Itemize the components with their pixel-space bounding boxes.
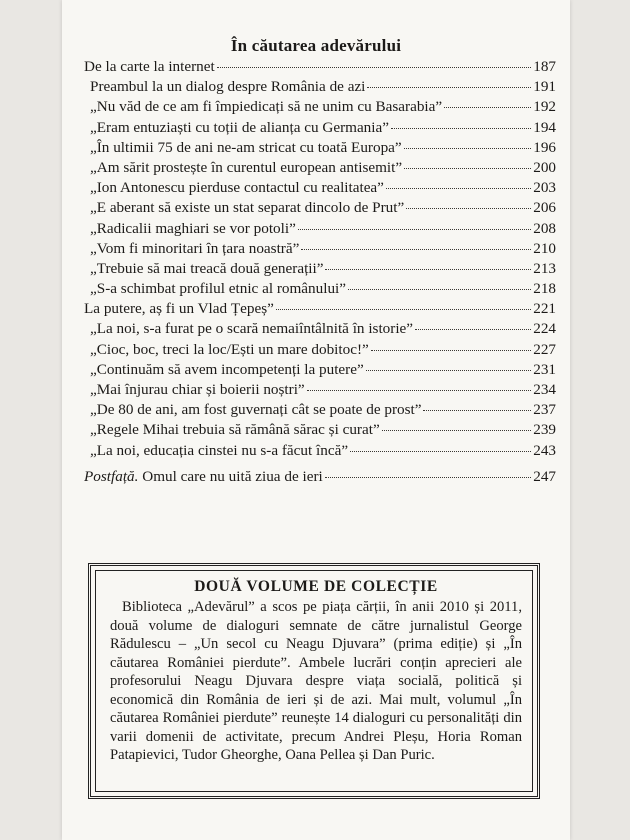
dot-leader bbox=[423, 410, 531, 411]
toc-entry bbox=[84, 259, 556, 279]
toc-entry bbox=[84, 441, 556, 461]
toc-entry bbox=[84, 420, 556, 440]
toc-entry-title: „În ultimii 75 de ani ne-am stricat cu toată Europa” bbox=[90, 138, 402, 156]
dot-leader bbox=[350, 451, 531, 452]
toc-entry-title: „Ion Antonescu pierduse contactul cu realitatea” bbox=[90, 179, 384, 197]
toc-entry bbox=[84, 77, 556, 97]
toc-entry-page: 227 bbox=[533, 340, 556, 358]
toc-entry bbox=[84, 360, 556, 380]
toc-entry-title: De la carte la internet bbox=[84, 58, 215, 75]
toc-entry-page: 243 bbox=[533, 441, 556, 459]
toc-entry-title: „Cioc, boc, treci la loc/Ești un mare dobitoc!” bbox=[90, 340, 369, 358]
dot-leader bbox=[367, 87, 531, 88]
toc-entry bbox=[84, 138, 556, 158]
table-of-contents bbox=[84, 57, 556, 487]
toc-entry-title: „Regele Mihai trebuia să rămână sărac și curat” bbox=[90, 421, 380, 439]
dot-leader bbox=[404, 148, 532, 149]
toc-entry bbox=[84, 158, 556, 178]
dot-leader bbox=[307, 390, 532, 391]
toc-entry bbox=[84, 239, 556, 259]
toc-entry-title: „Continuăm să avem incompetenți la putere” bbox=[90, 360, 364, 378]
toc-entry bbox=[84, 400, 556, 420]
dot-leader bbox=[325, 477, 531, 478]
dot-leader bbox=[382, 430, 532, 431]
toc-entry-title: „La noi, educația cinstei nu s-a făcut încă” bbox=[90, 441, 349, 459]
toc-entry-page: 237 bbox=[533, 401, 556, 419]
dot-leader bbox=[404, 168, 531, 169]
toc-entry-title: „Vom fi minoritari în țara noastră” bbox=[90, 239, 300, 257]
dot-leader bbox=[444, 107, 531, 108]
toc-entry-page: 218 bbox=[533, 280, 556, 298]
postface-lead: Postfață. bbox=[84, 467, 139, 485]
toc-entry bbox=[84, 178, 556, 198]
dot-leader bbox=[348, 289, 531, 290]
toc-entry-page: 247 bbox=[533, 467, 556, 485]
toc-entry-page: 221 bbox=[533, 300, 556, 318]
book-page bbox=[62, 0, 570, 840]
toc-entry-page: 210 bbox=[533, 239, 556, 257]
toc-entry-title: „S-a schimbat profilul etnic al românului” bbox=[90, 280, 346, 298]
dot-leader bbox=[301, 249, 531, 250]
dot-leader bbox=[366, 370, 532, 371]
toc-entry-title: „Am sărit prostește în curentul european antisemit” bbox=[90, 158, 403, 176]
toc-entry bbox=[84, 57, 556, 77]
toc-entry-title: „De 80 de ani, am fost guvernați cât se poate de prost” bbox=[90, 401, 422, 419]
toc-entry-title: La putere, aș fi un Vlad Țepeș” bbox=[84, 300, 274, 318]
toc-entry-title: „Mai înjurau chiar și boierii noștri” bbox=[90, 381, 305, 398]
dot-leader bbox=[217, 67, 532, 68]
toc-entry-title: „E aberant să existe un stat separat dincolo de Prut” bbox=[90, 199, 405, 217]
toc-entry-title: „Trebuie să mai treacă două generații” bbox=[90, 259, 324, 277]
toc-entry bbox=[84, 380, 556, 400]
toc-entry-title bbox=[84, 467, 323, 487]
collection-box bbox=[88, 563, 540, 799]
toc-entry-page: 203 bbox=[533, 179, 556, 197]
toc-entry-title: „La noi, s-a furat pe o scară nemaiîntâlnită în istorie” bbox=[90, 320, 414, 338]
toc-entry bbox=[84, 279, 556, 299]
toc-entry-title: „Radicalii maghiari se vor potoli” bbox=[90, 219, 296, 237]
toc-entry bbox=[84, 340, 556, 360]
toc-entry bbox=[84, 319, 556, 339]
toc-entry-postface bbox=[84, 467, 556, 487]
toc-entry-page: 194 bbox=[533, 118, 556, 136]
toc-entry-page: 231 bbox=[533, 360, 556, 378]
collection-box-title: DOUĂ VOLUME DE COLECȚIE bbox=[194, 578, 438, 595]
toc-entry-page: 192 bbox=[533, 98, 556, 116]
toc-entry-title: „Eram entuziaști cu toții de alianța cu Germania” bbox=[90, 118, 389, 136]
section-title: În căutarea adevărului bbox=[230, 36, 402, 55]
toc-entry bbox=[84, 97, 556, 117]
toc-entry-page: 208 bbox=[533, 219, 556, 237]
postface-title: Omul care nu uită ziua de ieri bbox=[142, 467, 323, 485]
dot-leader bbox=[298, 229, 531, 230]
toc-entry bbox=[84, 219, 556, 239]
toc-entry-page: 196 bbox=[533, 138, 556, 156]
toc-entry-page: 191 bbox=[533, 78, 556, 96]
toc-entry-page: 239 bbox=[533, 421, 556, 439]
collection-box-inner bbox=[95, 570, 533, 792]
toc-entry-page: 206 bbox=[533, 199, 556, 217]
toc-entry-page: 224 bbox=[533, 320, 556, 338]
dot-leader bbox=[371, 350, 531, 351]
dot-leader bbox=[276, 309, 531, 310]
dot-leader bbox=[406, 208, 531, 209]
toc-entry-title: Preambul la un dialog despre România de azi bbox=[90, 78, 366, 96]
toc-entry-page: 234 bbox=[533, 381, 556, 398]
dot-leader bbox=[391, 128, 531, 129]
toc-entry-page: 213 bbox=[533, 259, 556, 277]
toc-entry bbox=[84, 118, 556, 138]
dot-leader bbox=[415, 329, 531, 330]
toc-entry bbox=[84, 299, 556, 319]
toc-entry-page: 187 bbox=[533, 58, 556, 75]
collection-box-text: Biblioteca „Adevărul” a scos pe piața cărții, în anii 2010 și 2011, două volume de dialoguri semnate de către jurnalistul George Rădulescu – „Un secol cu Neagu Djuvara” (prima ediție) și „În căutarea României pierdute”. Ambele lucrări conțin aprecieri ale profesorului Neagu Djuvara despre viața socială, politică și economică din România de ieri și de azi. Mai mult, volumul „În căutarea României pierdute” reunește 14 dialoguri cu personalități din varii domenii de activitate, precum Andrei Pleșu, Horia Roman Patapievici, Tudor Gheorghe, Oana Pellea și Dan Puric. bbox=[110, 599, 522, 763]
dot-leader bbox=[386, 188, 531, 189]
toc-entry-title: „Nu văd de ce am fi împiedicați să ne unim cu Basarabia” bbox=[90, 98, 443, 116]
dot-leader bbox=[325, 269, 531, 270]
toc-entry bbox=[84, 198, 556, 218]
toc-entry-page: 200 bbox=[533, 158, 556, 176]
